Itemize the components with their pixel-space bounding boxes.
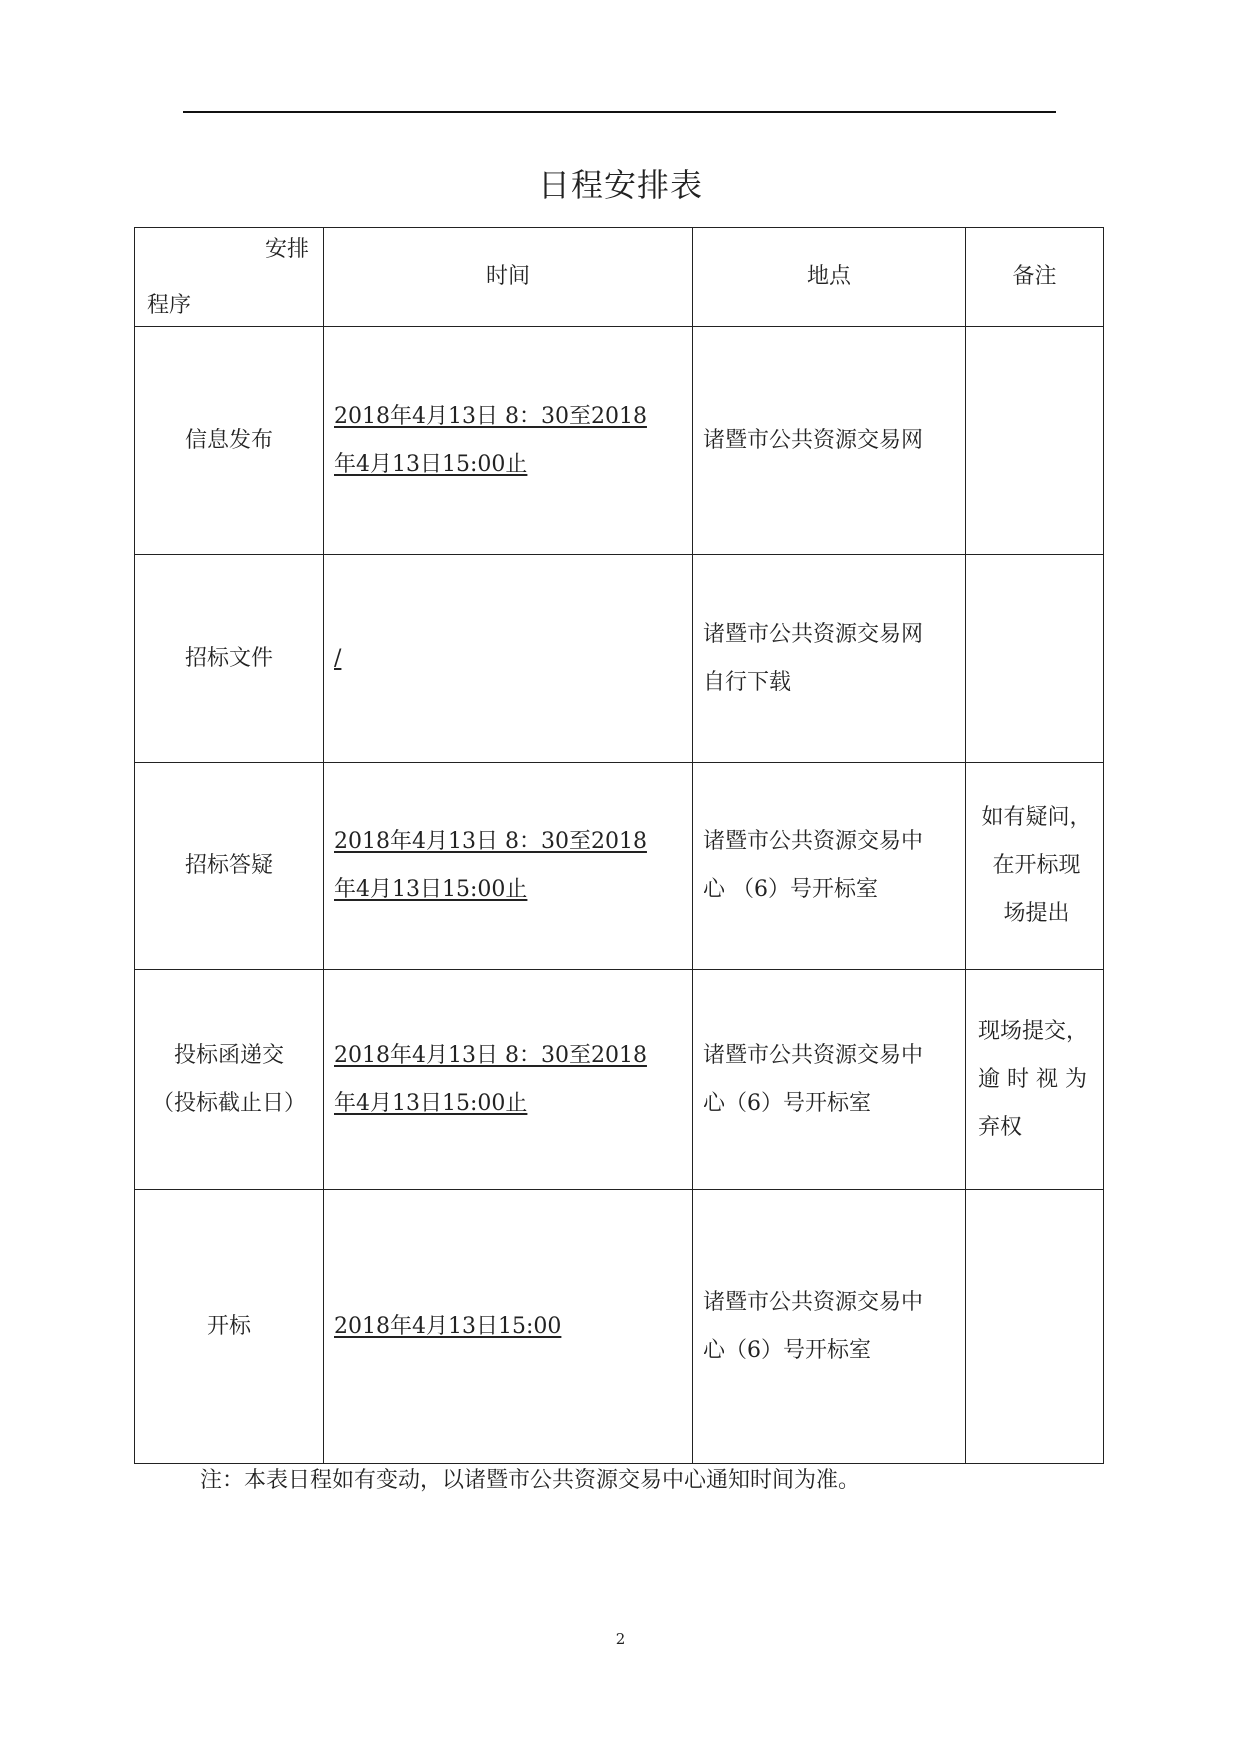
note-line: 如有疑问， — [981, 805, 1092, 830]
time-line: 2018年4月13日 8：30至2018 — [334, 403, 647, 429]
table-row — [135, 555, 1104, 763]
place-cell — [693, 555, 966, 763]
note-cell — [966, 970, 1104, 1190]
time-line: / — [334, 645, 342, 671]
program-line: （投标截止日） — [151, 1090, 306, 1116]
note-cell — [966, 327, 1104, 555]
note-line: 场提出 — [1003, 901, 1070, 926]
table-row — [135, 970, 1104, 1190]
header-corner-cell — [135, 228, 324, 327]
time-line: 2018年4月13日15:00 — [334, 1313, 562, 1339]
program-cell: 招标文件 — [135, 555, 324, 763]
table-row — [135, 763, 1104, 970]
time-cell — [324, 970, 693, 1190]
note-cell — [966, 1190, 1104, 1464]
schedule-table — [134, 227, 1104, 1464]
place-line: 诸暨市公共资源交易中 — [703, 1042, 924, 1068]
table-header-row — [135, 228, 1104, 327]
note-line: 现场提交， — [978, 1018, 1089, 1044]
header-corner-top: 安排 — [264, 237, 309, 262]
header-corner-bottom: 程序 — [147, 293, 192, 318]
program-cell: 信息发布 — [135, 327, 324, 555]
program-cell: 开标 — [135, 1190, 324, 1464]
place-cell — [693, 970, 966, 1190]
header-note: 备注 — [966, 228, 1104, 327]
footnote: 注：本表日程如有变动，以诸暨市公共资源交易中心通知时间为准。 — [200, 1468, 861, 1493]
place-line: 心（6）号开标室 — [703, 1090, 871, 1116]
note-line: 逾 时 视 为 — [978, 1066, 1087, 1092]
program-cell: 招标答疑 — [135, 763, 324, 970]
time-line: 年4月13日15:00止 — [334, 1090, 528, 1116]
place-cell — [693, 1190, 966, 1464]
note-cell — [966, 763, 1104, 970]
note-line: 弃权 — [978, 1114, 1023, 1140]
header-rule — [183, 111, 1056, 113]
place-cell — [693, 327, 966, 555]
program-line: 投标函递交 — [173, 1042, 284, 1068]
header-time: 时间 — [324, 228, 693, 327]
table-row — [135, 1190, 1104, 1464]
time-cell — [324, 555, 693, 763]
place-line: 心（6）号开标室 — [703, 1337, 871, 1363]
page-title: 日程安排表 — [537, 166, 703, 204]
place-line: 自行下载 — [703, 669, 792, 695]
page-number: 2 — [615, 1630, 626, 1648]
note-cell — [966, 555, 1104, 763]
program-cell — [135, 970, 324, 1190]
note-line: 在开标现 — [992, 853, 1081, 878]
place-cell — [693, 763, 966, 970]
time-cell — [324, 327, 693, 555]
time-line: 2018年4月13日 8：30至2018 — [334, 1042, 647, 1068]
table-row — [135, 327, 1104, 555]
place-line: 诸暨市公共资源交易网 — [703, 427, 924, 453]
time-cell — [324, 1190, 693, 1464]
time-line: 2018年4月13日 8：30至2018 — [334, 829, 647, 854]
time-cell — [324, 763, 693, 970]
place-line: 诸暨市公共资源交易中 — [703, 1289, 924, 1315]
time-line: 年4月13日15:00止 — [334, 451, 528, 477]
place-line: 心 （6）号开标室 — [703, 877, 878, 902]
place-line: 诸暨市公共资源交易中 — [703, 829, 924, 854]
place-line: 诸暨市公共资源交易网 — [703, 621, 924, 647]
header-place: 地点 — [693, 228, 966, 327]
time-line: 年4月13日15:00止 — [334, 877, 528, 902]
